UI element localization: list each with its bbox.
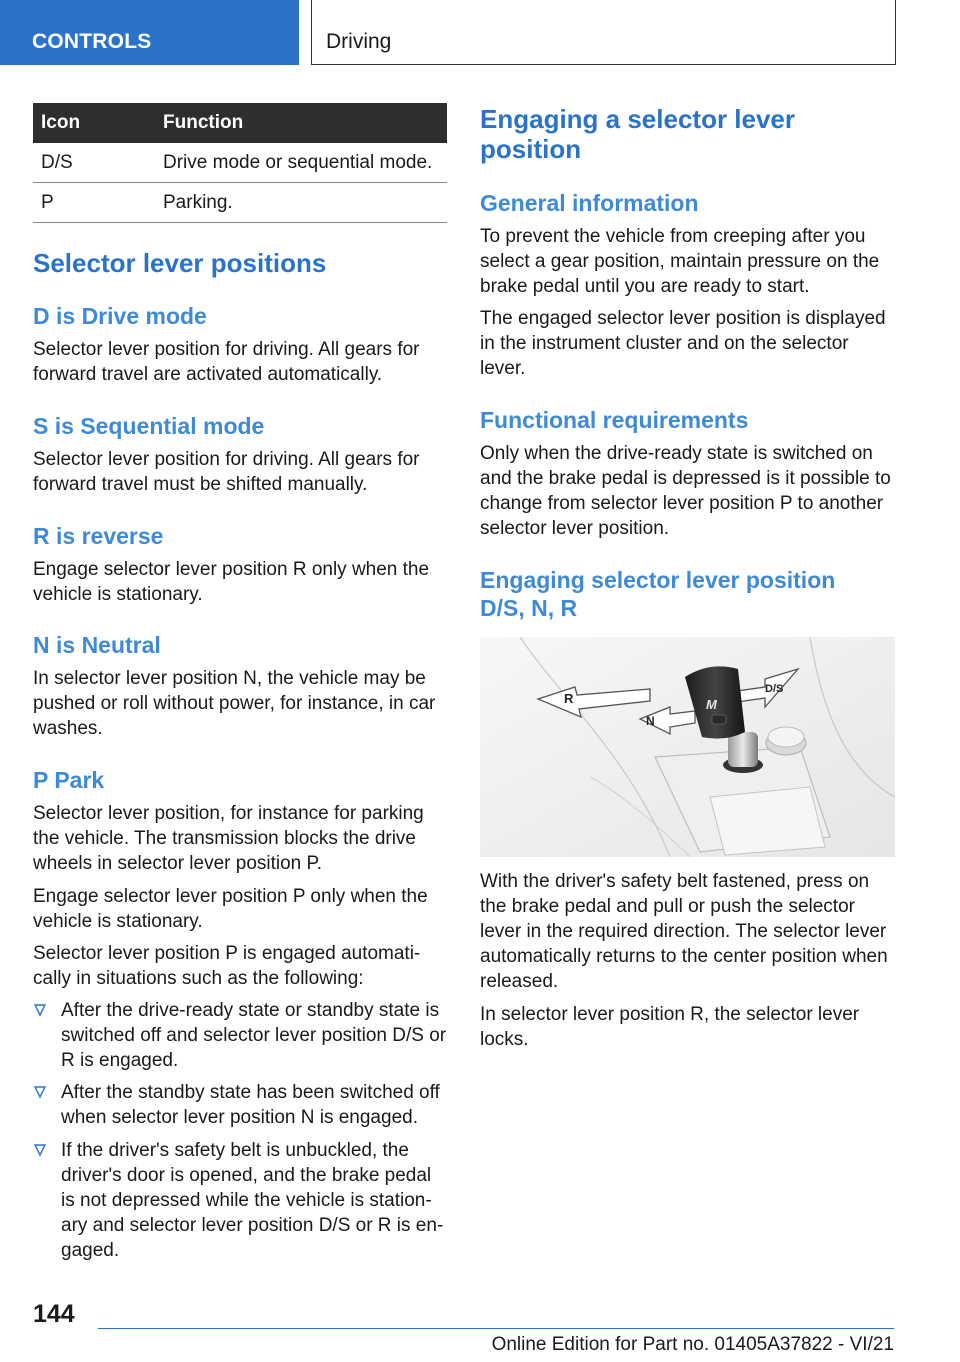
figure-label-r: R bbox=[564, 691, 574, 706]
table-cell-function: Drive mode or sequential mode. bbox=[163, 143, 447, 183]
figure-label-logo: M bbox=[706, 697, 717, 712]
list-item-text: If the driver's safety belt is unbuckled, the driver's door is opened, and the brake pedal is not depressed while the vehicle is station-ary and selector lever position D/S or R is en-gaged. bbox=[61, 1140, 444, 1261]
list-item-text: After the standby state has been switched off when selector lever position N is engaged. bbox=[61, 1082, 440, 1128]
page-number: 144 bbox=[33, 1300, 75, 1328]
list-item bbox=[33, 1080, 447, 1130]
text-park-3: Selector lever position P is engaged automati-cally in situations such as the following: bbox=[33, 943, 421, 989]
heading-reverse: R is reverse bbox=[33, 523, 164, 549]
heading-drive-mode: D is Drive mode bbox=[33, 303, 207, 329]
heading-engaging-selector-lever-position: Engaging a selector lever position bbox=[480, 104, 796, 164]
text-drive-mode: Selector lever position for driving. All gears for forward travel are activated automatically. bbox=[33, 339, 420, 385]
heading-sequential-mode: S is Sequential mode bbox=[33, 413, 265, 439]
footer-divider bbox=[98, 1328, 894, 1329]
heading-selector-lever-positions: Selector lever positions bbox=[33, 248, 327, 278]
list-item bbox=[33, 1138, 447, 1263]
section-title: CONTROLS bbox=[32, 30, 152, 53]
table-row bbox=[33, 183, 447, 223]
heading-general-information: General information bbox=[480, 190, 699, 216]
chapter-title: Driving bbox=[326, 30, 392, 53]
list-item bbox=[33, 998, 447, 1073]
heading-park: P Park bbox=[33, 767, 105, 793]
text-functional-requirements: Only when the drive-ready state is switched on and the brake pedal is depressed is it possible to change from selector lever position P to another selector lever position. bbox=[480, 443, 891, 539]
icon-function-table bbox=[33, 103, 447, 223]
text-general-2: The engaged selector lever position is displayed in the instrument cluster and on the selector lever. bbox=[480, 308, 886, 379]
text-neutral: In selector lever position N, the vehicle may be pushed or roll without power, for instance, in car washes. bbox=[33, 668, 436, 739]
list-item-text: After the drive-ready state or standby state is switched off and selector lever position D/S or R is engaged. bbox=[61, 1000, 447, 1071]
text-general-1: To prevent the vehicle from creeping after you select a gear position, maintain pressure on the brake pedal until you are ready to start. bbox=[480, 226, 880, 297]
figure-label-n: N bbox=[646, 714, 655, 728]
chapter-tab bbox=[311, 0, 896, 65]
heading-engaging-ds-n-r: Engaging selector lever position D/S, N, R bbox=[480, 567, 836, 621]
triangle-bullet-icon bbox=[33, 1003, 47, 1017]
column-header-function: Function bbox=[163, 103, 447, 143]
gear-selector-drawing bbox=[480, 637, 895, 857]
table-cell-icon: P bbox=[33, 183, 163, 223]
text-reverse-locks: In selector lever position R, the selector lever locks. bbox=[480, 1004, 860, 1050]
table-header-row bbox=[33, 103, 447, 143]
table-cell-icon: D/S bbox=[33, 143, 163, 183]
column-header-icon: Icon bbox=[33, 103, 163, 143]
section-tab bbox=[0, 0, 299, 65]
selector-lever-illustration bbox=[480, 637, 895, 857]
figure-label-ds: D/S bbox=[765, 683, 784, 695]
text-park-1: Selector lever position, for instance for parking the vehicle. The transmission blocks the drive wheels in selector lever position P. bbox=[33, 803, 424, 874]
footer-edition: Online Edition for Part no. 01405A37822 - VI/21 bbox=[491, 1334, 894, 1355]
table-row bbox=[33, 143, 447, 183]
text-park-2: Engage selector lever position P only when the vehicle is stationary. bbox=[33, 886, 428, 932]
text-sequential-mode: Selector lever position for driving. All gears for forward travel must be shifted manually. bbox=[33, 449, 420, 495]
table-cell-function: Parking. bbox=[163, 183, 447, 223]
heading-functional-requirements: Functional requirements bbox=[480, 407, 749, 433]
heading-neutral: N is Neutral bbox=[33, 632, 161, 658]
text-engage-instructions: With the driver's safety belt fastened, press on the brake pedal and pull or push the selector lever in the required direction. The selector lever automatically returns to the center position when released. bbox=[480, 871, 888, 992]
text-reverse: Engage selector lever position R only when the vehicle is stationary. bbox=[33, 559, 430, 605]
triangle-bullet-icon bbox=[33, 1085, 47, 1099]
triangle-bullet-icon bbox=[33, 1143, 47, 1157]
